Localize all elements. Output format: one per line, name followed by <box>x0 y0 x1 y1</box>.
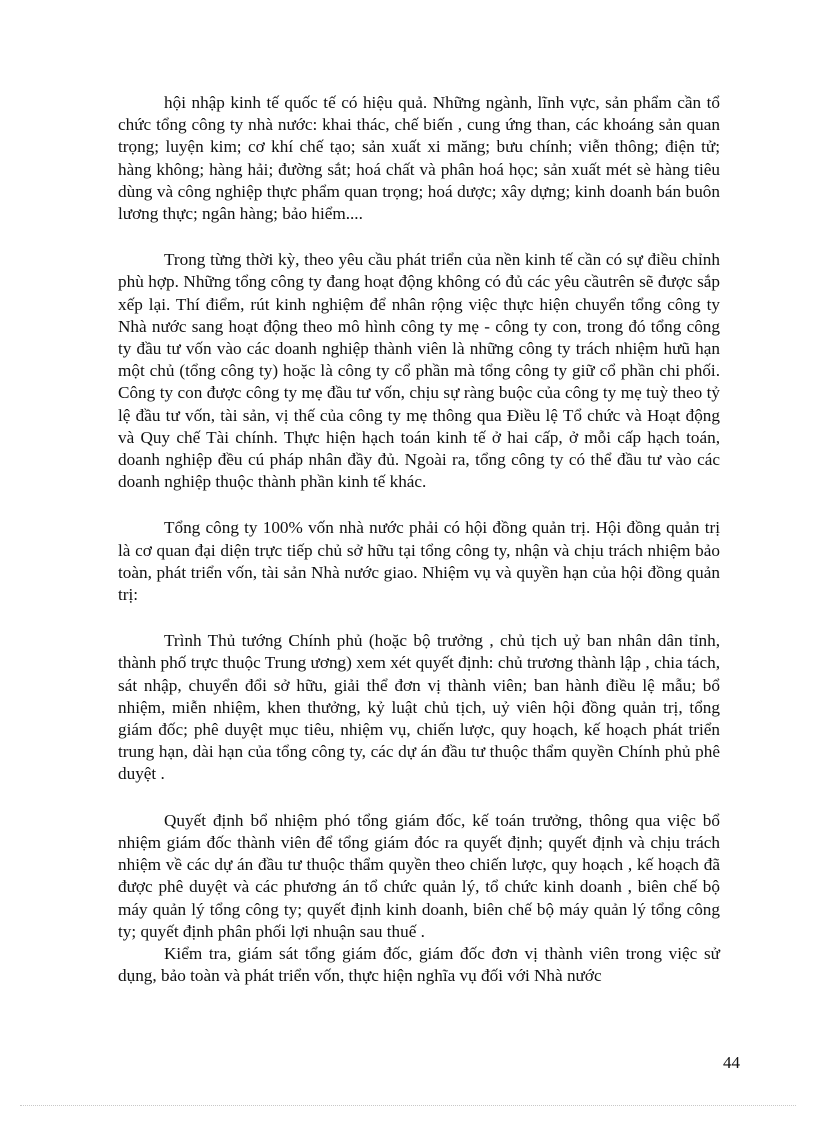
paragraph-3: Tổng công ty 100% vốn nhà nước phải có hội đồng quản trị. Hội đồng quản trị là cơ quan đại diện trực tiếp chủ sở hữu tại tổng công ty, nhận và chịu trách nhiệm bảo toàn, phát triển vốn, tài sản Nhà nước giao. Nhiệm vụ và quyền hạn của hội đồng quản trị: <box>118 518 720 605</box>
paragraph-2: Trong từng thời kỳ, theo yêu cầu phát triển của nền kinh tế cần có sự điều chỉnh phù hợp. Những tổng công ty đang hoạt động không có đủ các yêu cầutrên sẽ được sắp xếp lại. Thí điểm, rút kinh nghiệm để nhân rộng việc thực hiện chuyển tổng công ty Nhà nước sang hoạt động theo mô hình công ty mẹ - công ty con, trong đó tổng công ty đầu tư vốn vào các doanh nghiệp thành viên là những công ty trách nhiệm hưũ hạn một chủ (tổng công ty) hoặc là công ty cổ phần mà tổng công ty giữ cổ phần chi phối. Công ty con được công ty mẹ đầu tư vốn, chịu sự ràng buộc của công ty mẹ tuỳ theo tỷ lệ đầu tư vốn, tài sản, vị thế của công ty mẹ thông qua Điều lệ Tổ chức và Hoạt động và Quy chế Tài chính. Thực hiện hạch toán kinh tế ở hai cấp, ở mỗi cấp hạch toán, doanh nghiệp đều cú pháp nhân đầy đủ. Ngoài ra, tổng công ty có thể đầu tư vào các doanh nghiệp thuộc thành phần kinh tế khác. <box>118 250 720 492</box>
paragraph-4: Trình Thủ tướng Chính phủ (hoặc bộ trưởng , chủ tịch uỷ ban nhân dân tỉnh, thành phố trực thuộc Trung ương) xem xét quyết định: chủ trương thành lập , chia tách, sát nhập, chuyển đổi sở hữu, giải thể đơn vị thành viên; ban hành điều lệ mẫu; bổ nhiệm, miễn nhiệm, khen thưởng, kỷ luật chủ tịch, uỷ viên hội đồng quản trị, tổng giám đốc; phê duyệt mục tiêu, nhiệm vụ, chiến lược, quy hoạch, kế hoạch phát triển trung hạn, dài hạn của tổng công ty, các dự án đầu tư thuộc thẩm quyền Chính phủ phê duyệt . <box>118 631 720 784</box>
footer-divider <box>20 1105 796 1106</box>
paragraph-5: Quyết định bổ nhiệm phó tổng giám đốc, kế toán trưởng, thông qua việc bổ nhiệm giám đốc thành viên để tổng giám đóc ra quyết định; quyết định và chịu trách nhiệm về các dự án đầu tư thuộc thẩm quyền theo chiến lược, quy hoạch , kế hoạch đã được phê duyệt và các phương án tổ chức quản lý, tổ chức kinh doanh , biên chế bộ máy quản lý tổng công ty; quyết định kinh doanh, biên chế bộ máy quản lý tổng công ty; quyết định phân phối lợi nhuận sau thuế . <box>118 810 720 941</box>
paragraph-1: hội nhập kinh tế quốc tế có hiệu quả. Những ngành, lĩnh vực, sản phẩm cần tổ chức tổng công ty nhà nước: khai thác, chế biến , cung ứng than, các khoáng sản quan trọng; luyện kim; cơ khí chế tạo; sản xuất xi măng; bưu chính; viễn thông; điện tử; hàng không; hàng hải; đường sắt; hoá chất và phân hoá học; sản xuất mét sè hàng tiêu dùng và công nghiệp thực phẩm quan trọng; hoá dược; xây dựng; kinh doanh bán buôn lương thực; ngân hàng; bảo hiểm.... <box>118 93 720 224</box>
document-body <box>118 92 720 987</box>
page-number: 44 <box>723 1053 740 1072</box>
paragraph-6: Kiểm tra, giám sát tổng giám đốc, giám đốc đơn vị thành viên trong việc sử dụng, bảo toàn và phát triển vốn, thực hiện nghĩa vụ đối với Nhà nước <box>118 943 720 986</box>
